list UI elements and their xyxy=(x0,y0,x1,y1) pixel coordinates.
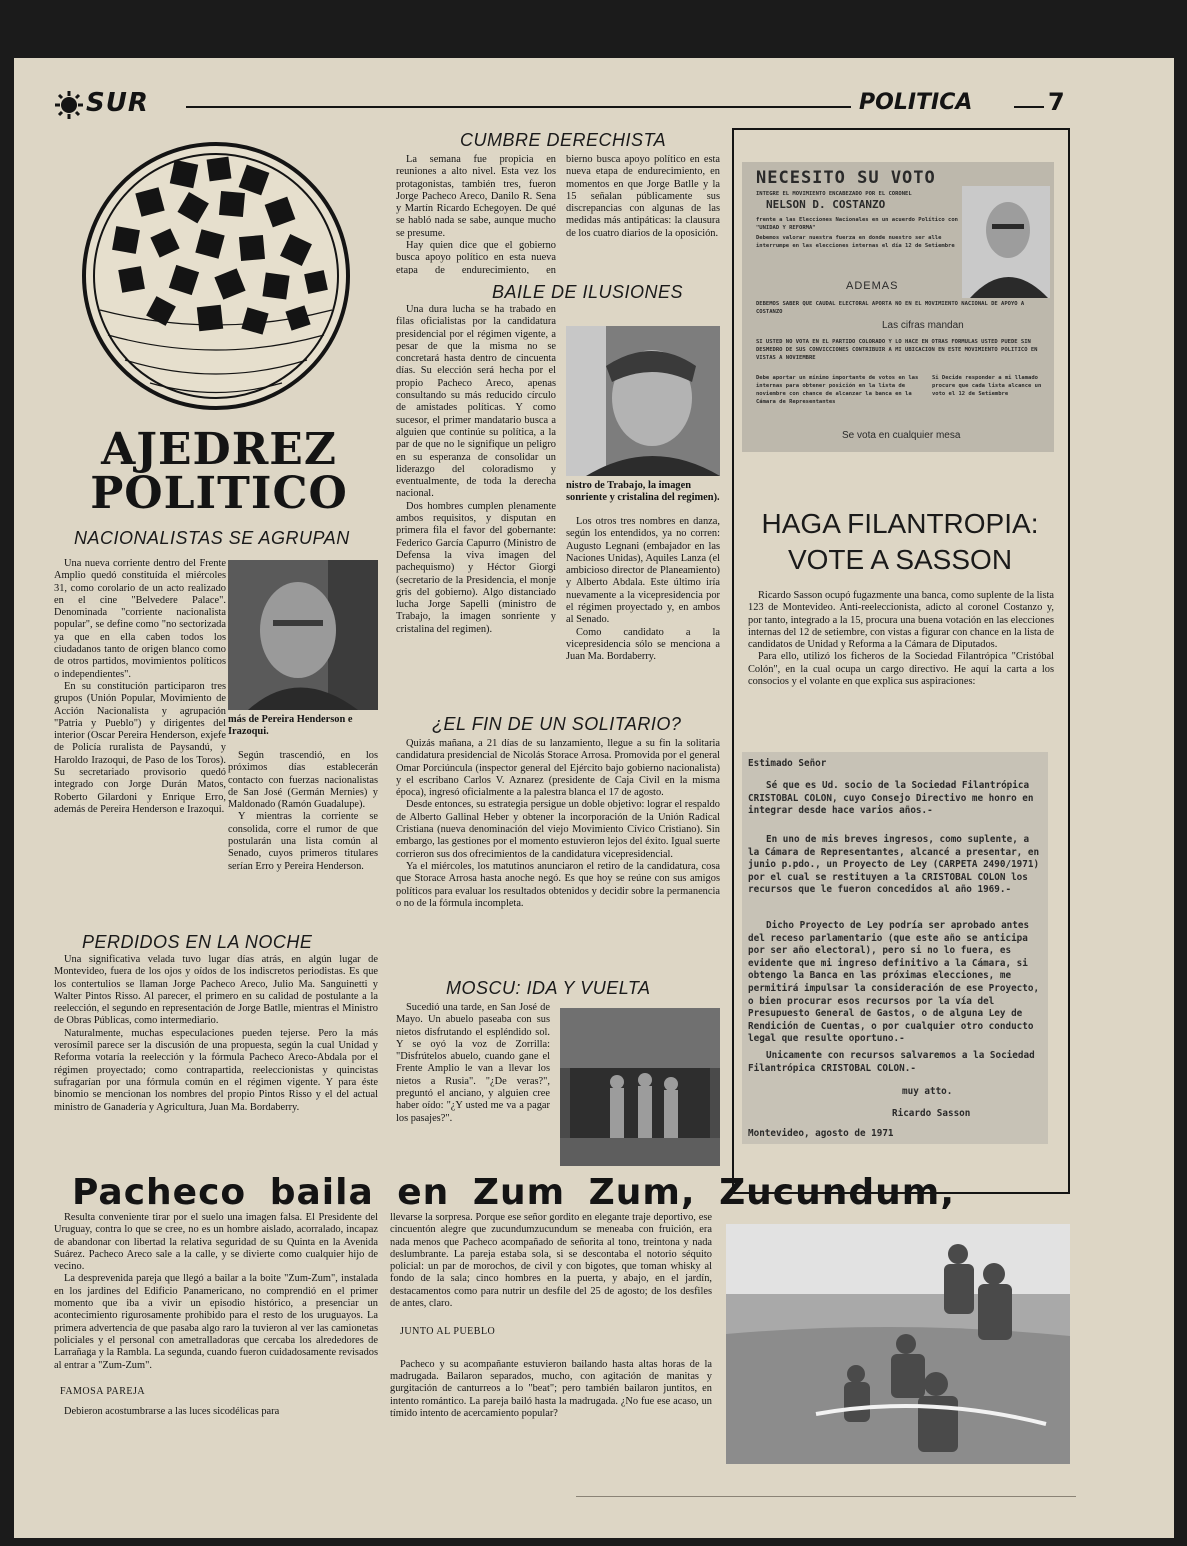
costanzo-ad-title: NECESITO SU VOTO xyxy=(756,168,936,188)
costanzo-ad-line1: INTEGRE EL MOVIMIENTO ENCABEZADO POR EL CORONEL xyxy=(756,191,912,197)
filantropia-headline-line-1: HAGA FILANTROPIA: xyxy=(761,508,1039,539)
masthead xyxy=(54,90,1064,120)
solitario-text xyxy=(396,738,720,974)
figures-by-water-icon xyxy=(726,1224,1070,1464)
filantropia-p1: Ricardo Sasson ocupó fugazmente una banca, como suplente de la lista 123 de Montevideo. Anti-reeleccionista, adicto al coronel Costanzo y, por tanto, integrado a la 15, procura una buena votación en las elecciones internas del 12 de setiembre, con vistas a figurar con chance en la lista de candidatos de Unidad y Reforma a la Cámara de Diputados. xyxy=(748,590,1054,651)
moscu-text xyxy=(396,1002,550,1176)
baile-p2: Dos hombres cumplen plenamente ambos requisitos, y disputan en primera fila el favor del gobernante: Federico García Capurro (Ministro de Defensa la viva imagen del pachequismo) y Héctor Giorgi (secretario de la Presidencia, el monje gris del gobierno). Algo distanciado lucha Jorge Sapelli (ministro de Trabajo, la imagen sonriente y cristalina del regimen). xyxy=(396,500,556,635)
moscu-headline: MOSCU: IDA Y VUELTA xyxy=(446,978,651,998)
baile-p3: Los otros tres nombres en danza, según los entendidos, ya no corren: Augusto Legnani (embajador en las Naciones Unidas), Aquiles Lanza (el ambicioso director de Planeamiento) y Alberto Abdala. Este último iría nuevamente a la vicepresidencia por el régimen proyectado y, en ambos al Senado. xyxy=(566,516,720,626)
pacheco-c1-p3: Debieron acostumbrarse a las luces sicodélicas para xyxy=(64,1406,280,1418)
pacheco-subhead-famosa: FAMOSA PAREJA xyxy=(60,1385,146,1397)
perdidos-headline: PERDIDOS EN LA NOCHE xyxy=(82,932,313,952)
bottom-rule xyxy=(576,1496,1076,1497)
costanzo-ad-footer: Se vota en cualquier mesa xyxy=(842,430,961,441)
nacionalistas-p4: Y mientras la corriente se consolida, corre el rumor de que postularán una lista común al Senado, cuyos primeros titulares serían Erro y Pereira Henderson. xyxy=(228,811,378,872)
solitario-p3: Ya el miércoles, los matutinos anunciaron el retiro de la candidatura, cosa que Storace Arrosa hasta anoche negó. Es que hoy se reúne con sus amigos políticos para evaluar los resultados obtenidos y decidir sobre la permanencia o no de la fórmula incompleta. xyxy=(396,860,720,909)
soldiers-figure-icon xyxy=(560,1008,720,1166)
filantropia-text xyxy=(748,590,1054,742)
pacheco-subhead-junto: JUNTO AL PUEBLO xyxy=(400,1326,496,1338)
portrait-figure-icon xyxy=(228,560,378,710)
perdidos-text xyxy=(54,954,378,1176)
chess-pieces-illustration xyxy=(80,140,352,412)
nacionalistas-text-left xyxy=(54,558,226,924)
masthead-logo: SUR xyxy=(86,88,149,118)
letter-signature: Ricardo Sasson xyxy=(892,1108,971,1119)
pacheco-beach-photo xyxy=(726,1224,1070,1464)
nacionalistas-headline: NACIONALISTAS SE AGRUPAN xyxy=(74,528,350,548)
baile-text-left xyxy=(396,304,556,708)
baile-headline: BAILE DE ILUSIONES xyxy=(492,282,684,302)
letter-place-date: Montevideo, agosto de 1971 xyxy=(748,1128,894,1139)
moscu-photo xyxy=(560,1008,720,1166)
filantropia-p2: Para ello, utilizó los ficheros de la Sociedad Filantrópica "Cristóbal Colón", en la cual ocupa un cargo directivo. He aquí la carta a los consocios y el volante en que explica sus aspiraciones: xyxy=(748,651,1054,688)
filantropia-headline xyxy=(742,506,1058,578)
pacheco-headline: Pacheco baila en Zum Zum, Zucundum, xyxy=(72,1172,955,1213)
cumbre-right: bierno busca apoyo político en esta nueva etapa de endurecimiento, en momentos en que Jorge Batlle y la 15 señalan públicamente sus discrepancias con algunas de las medidas más antipáticas: la clausura de los cuatro diarios de la oposición. xyxy=(566,154,720,239)
masthead-section: POLITICA xyxy=(859,90,973,115)
page-title xyxy=(74,424,364,519)
costanzo-ad-name: NELSON D. COSTANZO xyxy=(766,198,886,211)
cumbre-headline: CUMBRE DERECHISTA xyxy=(460,130,667,150)
baile-p1: Una dura lucha se ha trabado en filas oficialistas por la candidatura presidencial por el régimen vigente, a pesar de que la misma no se concretará hasta dentro de cincuenta días. Su elección será hecha por el propio Pacheco Areco, apenas consultando su más reducido círculo de amistades políticas. Y como sucesor, el primer mandatario busca a alguien que continúe su política, a la par de que no le signifique un peligro en su esperanza de consolidar un liderazgo del coloradismo y eventualmente, de toda la derecha nacional. xyxy=(396,304,556,500)
masthead-rule-left xyxy=(186,106,851,108)
costanzo-ad-cifras: Las cifras mandan xyxy=(882,320,964,331)
newspaper-page xyxy=(14,58,1174,1538)
pereira-henderson-caption: más de Pereira Henderson e Irazoqui. xyxy=(228,714,353,738)
costanzo-ad-left-note: Debe aportar un mínimo importante de votos en las internas para obtener posición en la lista de noviembre con chance de alcanzar la banca en la Cámara de Representantes xyxy=(756,375,919,405)
jorge-sapelli-photo xyxy=(566,326,720,476)
costanzo-ad-line2: frente a las Elecciones Nacionales en un acuerdo Político con "UNIDAD Y REFORMA" xyxy=(756,217,958,231)
costanzo-ad-line5: SI USTED NO VOTA EN EL PARTIDO COLORADO Y LO HACE EN OTRAS FORMULAS USTED PUEDE SIN DESMEDRO DE SUS CONVICCIONES CONTRIBUIR A MI UBICACION EN ESTE MOVIMIENTO POLITICO EN VISTAS A NOVIEMBRE xyxy=(756,339,1038,361)
pacheco-c2-p1: llevarse la sorpresa. Porque ese señor gordito en elegante traje deportivo, ese cincuentón alegre que zucundumzucundum se meneaba con fruición, era nada menos que Pacheco acompañado de señorita al tono, treintona y nada deslumbrante. La pareja estaba sola, si se descontaba el notorio séquito policial: un par de morochos, de civil y con bigotes, que toman whisky al fondo de la sala; cinco hombres en la puerta, y abajo, en el jardín, destacamentos como para nutrir un desfile del 25 de agosto; de los desfiles de antes, claro. xyxy=(390,1212,712,1310)
costanzo-photo xyxy=(962,186,1050,298)
page-title-line-1: AJEDREZ xyxy=(101,424,337,475)
cumbre-text-left xyxy=(396,154,556,274)
baile-text-right xyxy=(566,516,720,708)
perdidos-p1: Una significativa velada tuvo lugar días atrás, en algún lugar de Montevideo, fuera de los ojos y oídos de los indiscretos periodistas. Es que los contertulios se llaman Jorge Pacheco Areco, Julio Ma. Sanguinetti y Walter Pintos Risso. Al parecer, el primero en su calidad de postulante a la reelección, el segundo en representación de Jorge Batlle, mientras el Ministro de Obras Públicas, como intermediario. xyxy=(54,954,378,1027)
filantropia-headline-line-2: VOTE A SASSON xyxy=(787,544,1013,575)
costanzo-ad-right-note: Si Decide responder a mi llamado procure que cada lista alcance un voto el 12 de Setiembre xyxy=(932,375,1042,397)
costanzo-ad xyxy=(742,162,1054,452)
masthead-rule-right xyxy=(1014,106,1044,108)
letter-closing: muy atto. xyxy=(902,1086,953,1097)
cumbre-left-2: Hay quien dice que el gobierno busca apoyo político en esta nueva etapa de endurecimiento, en xyxy=(396,240,556,274)
portrait-figure-icon xyxy=(566,326,720,476)
nacionalistas-text-right xyxy=(228,750,378,924)
page-number: 7 xyxy=(1048,88,1065,116)
costanzo-ad-line3: Debemos valorar nuestra fuerza en donde nuestro ser alle interrumpe en las elecciones internas el día 12 de Setiembre xyxy=(756,235,955,249)
costanzo-ad-line4: DEBEMOS SABER QUE CAUDAL ELECTORAL APORTA NO EN EL MOVIMIENTO NACIONAL DE APOYO A COSTANZO xyxy=(756,301,1025,315)
cumbre-text-right xyxy=(566,154,720,274)
portrait-figure-icon xyxy=(962,186,1050,298)
solitario-p2: Desde entonces, su estrategia persigue un doble objetivo: lograr el respaldo de Alberto Gallinal Heber y obtener la incorporación de la Unión Radical Cristiana (nueva denominación del viejo Movimiento Cívico Cristiano). Sin embargo, las gestiones por el momento estuvieron lejos del éxito. Igual suerte corrieron sus dos ofrecimientos de la candidatura vicepresidencial. xyxy=(396,799,720,860)
pacheco-col-1 xyxy=(54,1212,378,1530)
page-title-line-2: POLITICO xyxy=(90,468,348,519)
cumbre-left: La semana fue propicia en reuniones a alto nivel. Esta vez los protagonistas, también tres, fueron Jorge Pacheco Areco, Danilo R. Sena y Martín Ricardo Echegoyen. De qué se habló nada se sabe, aunque mucho se presume. xyxy=(396,154,556,239)
costanzo-ad-ademas: ADEMAS xyxy=(846,280,899,292)
moscu-p1: Sucedió una tarde, en San José de Mayo. Un abuelo paseaba con sus nietos disfrutando el espléndido sol. Y se oyó la voz de Zorrilla: "Disfrútelos abuelo, cuando gane el Frente Amplio le van a llevar los nietos a Rusia". "¿De veras?", preguntó el anciano, y alguien cree haber oído: "¿Y usted me va a pagar los pasajes?". xyxy=(396,1002,550,1124)
nacionalistas-p3: Según trascendió, en los próximos días establecerán contacto con fuerzas nacionalistas de San José (Germán Mernies) y Maldonado (Ramón Guadalupe). xyxy=(228,750,378,811)
sun-logo-icon xyxy=(54,90,84,120)
pacheco-c1-p1: Resulta conveniente tirar por el suelo una imagen falsa. El Presidente del Uruguay, contra lo que se cree, no es un hombre aislado, acorralado, incapaz de abandonar con libertad la relativa seguridad de su Quinta en la Avenida Suárez. Pacheco Areco sale a la calle, y se divierte como cualquier hijo de vecino. xyxy=(54,1212,378,1273)
nacionalistas-p2: En su constitución participaron tres grupos (Unión Popular, Movimiento de Acción Nacionalista y agrupación "Patria y Pueblo") y dirigentes del interior (Oscar Pereira Henderson, exjefe de Policía ruralista de Paysandú, y Haroldo Irazoqui, de Paso de los Toros). Su secretariado provisorio quedó integrado con Jorge Durán Matos, Roberto Gilardoni y Enrique Erro, además de Pereira Henderson e Irazoqui. xyxy=(54,680,226,815)
letter-p4: Unicamente con recursos salvaremos a la Sociedad Filantrópica CRISTOBAL COLON.- xyxy=(748,1050,1035,1074)
pacheco-c1-p2: La desprevenida pareja que llegó a bailar a la boite "Zum-Zum", instalada en los jardines del Edificio Panamericano, no comprendió en el primer momento que iba a vivir un episodio histórico, a presenciar un acontecimiento rigurosamente prohibido para el resto de los uruguayos. La primera advertencia de que pasaba algo raro la tuvieron al ver las camionetas policiales y el personal con ametralladoras que cercaba los alrededores de Larrañaga y la Rambla. La segunda, cuando fueron cuidadosamente revisados al entrar a "Zum-Zum". xyxy=(54,1273,378,1371)
pereira-henderson-photo xyxy=(228,560,378,710)
pacheco-col-2 xyxy=(390,1212,712,1530)
baile-p4: Como candidato a la vicepresidencia sólo se menciona a Juan Ma. Bordaberry. xyxy=(566,626,720,663)
jorge-sapelli-caption: nistro de Trabajo, la imagen sonriente y cristalina del regimen). xyxy=(566,480,720,504)
letter-p1: Sé que es Ud. socio de la Sociedad Filantrópica CRISTOBAL COLON, cuyo Consejo Directivo me honro en integrar desde hace varios años.- xyxy=(748,780,1034,817)
solitario-headline: ¿EL FIN DE UN SOLITARIO? xyxy=(432,714,682,734)
sasson-letter xyxy=(742,752,1048,1144)
perdidos-p2: Naturalmente, muchas especulaciones pueden tejerse. Pero la más verosímil parece ser la discusión de una propuesta, según la cual Unidad y Reforma votaría la reelección y la fórmula Pacheco Areco-Abdala por el régimen proyectado; como contrapartida, reeleccionistas y quincistas sufragarían por una fórmula común en el régimen vigente. Y para éste binomio se mencionan los nombres del propio Pintos Risso y el del actual ministro de Ganadería y Agricultura, Juan Ma. Bordaberry. xyxy=(54,1027,378,1113)
nacionalistas-p1: Una nueva corriente dentro del Frente Amplio quedó constituída el miércoles 31, como corolario de un acto realizado en el cine "Belvedere Palace". Denominada "corriente nacionalista popular", se define como "no sectorizada ya que en ella caben todos los ciudadanos tanto de origen blanco como de otros partidos, movimientos políticos o independientes". xyxy=(54,558,226,680)
letter-p2: En uno de mis breves ingresos, como suplente, a la Cámara de Representantes, alcancé a presentar, en junio p.pdo., un Proyecto de Ley (CARPETA 2490/1971) por el cual se restituyen a la CRISTOBAL COLON los recursos que le fueron concedidos al año 1969.- xyxy=(748,834,1040,896)
solitario-p1: Quizás mañana, a 21 días de su lanzamiento, llegue a su fin la solitaria candidatura presidencial de Nicolás Storace Arrosa. Promovida por el general Omar Porciúncula (inspector general del Ejército bajo gobierno nacionalista) y el escribano Carlos V. Aznarez (presidente de Caja Civil en la misma época), ingresó oficialmente a la palestra blanca el 17 de agosto. xyxy=(396,738,720,799)
letter-greeting: Estimado Señor xyxy=(748,758,827,769)
pacheco-c2-p2: Pacheco y su acompañante estuvieron bailando hasta altas horas de la madrugada. Bailaron separados, mucho, con agitación de manitas y gurgitación de canturreos a lo "beat"; pero también bailaron juntitos, en intento romántico. La pareja bailó hasta la madrugada. ¿No fue ese acaso, un tímido intento de acercamiento popular? xyxy=(390,1358,712,1419)
letter-p3: Dicho Proyecto de Ley podría ser aprobado antes del receso parlamentario (que este año se anticipa por ser año electoral), pero si no lo fuera, es evidente que mi ingreso definitivo a la Cámara, si obtengo la Banca en las próximas elecciones, me permitirá impulsar la consideración de ese Proyecto, o bien procurar esos recursos por la vía del Presupuesto General de Gastos, o de alguna Ley de Rendición de Cuentas, o por cualquier otro conducto legal que resulte oportuno.- xyxy=(748,920,1040,1045)
